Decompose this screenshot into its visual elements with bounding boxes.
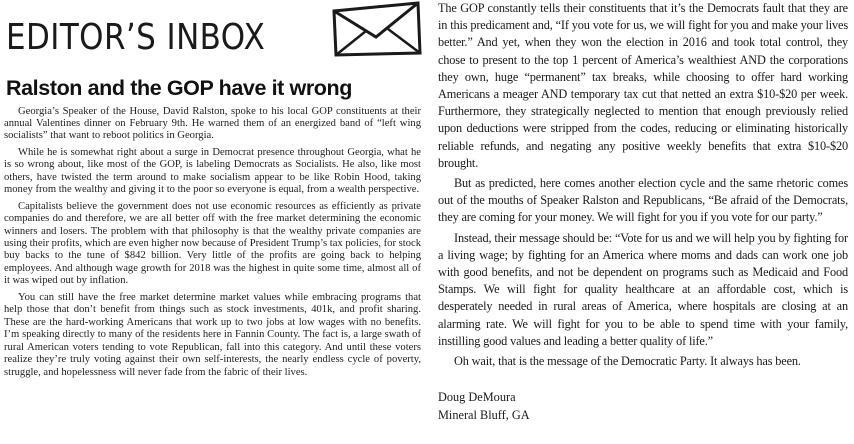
paragraph: Capitalists believe the government does not use economic resources as efficiently as private companies do and therefore, we are all better off with the free market determining the economic winners and losers. The problem with that philosophy is that the wealthy private companies are using their profits, which are even higher now because of President Trump’s tax policies, for stock buy backs to the tune of $842 billion. Very little of the profits are going back to helping employees. And although wage growth for 2018 was the highest in quite some time, almost all of it was wiped out by inflation. xyxy=(4,200,421,287)
article-headline: Ralston and the GOP have it wrong xyxy=(6,76,352,100)
author-location: Mineral Bluff, GA xyxy=(438,407,530,422)
article-body-left xyxy=(4,106,421,380)
article-body-right xyxy=(438,0,848,370)
author-signature xyxy=(438,389,848,424)
paragraph: While he is somewhat right about a surge in Democrat presence throughout Georgia, what he is so wrong about, like most of the GOP, is labeling Democrats as Socialists. He also, like most others, have twisted the term around to make socialism appear to be like Robin Hood, taking money from the wealthy and giving it to the poor so everyone is equal, from a wealth perspective. xyxy=(4,146,421,196)
author-name: Doug DeMoura xyxy=(438,390,516,405)
column-divider xyxy=(430,0,431,444)
section-header xyxy=(4,0,421,68)
left-column xyxy=(0,0,425,444)
paragraph: The GOP constantly tells their constituents that it’s the Democrats fault that they are in this predicament and, “If you vote for us, we will fight for you and make your lives better.” And yet, when they won the election in 2016 and took total control, they chose to present to the top 1 percent of America’s wealthiest AND the corporations they own, huge “permanent” tax breaks, while choosing to offer hard working Americans a meager AND temporary tax cut that netted an extra $10-$20 per week. Furthermore, they strategically neglected to mention that enough previously relied upon deductions were stripped from the codes, reducing or eliminating historically reliable refunds, and negating any positive weekly benefits that extra $10-$20 brought. xyxy=(438,1,848,170)
right-column xyxy=(438,0,850,444)
paragraph: You can still have the free market determine market values while embracing programs that help those that don’t benefit from things such as stock investments, 401k, and profit sharing. These are the hard-working Americans that work up to two jobs at low wages with no benefits. I’m speaking directly to many of the residents here in Fannin County. The fact is, a large swath of rural American voters tending to vote Republican, fall into this category. And until these voters realize they’re truly voting against their own self-interests, the nearly endless cycle of poverty, struggle, and hopelessness will never fade from the fabric of their lives. xyxy=(4,291,421,378)
paragraph: Georgia’s Speaker of the House, David Ralston, spoke to his local GOP constituents at their annual Valentines dinner on February 9th. He warned them of an energized band of “left wing socialists” that want to reboot politics in Georgia. xyxy=(4,105,421,142)
envelope-icon xyxy=(330,1,422,57)
section-title: EDITOR’S INBOX xyxy=(6,17,266,58)
paragraph: Oh wait, that is the message of the Democratic Party. It always has been. xyxy=(454,354,801,369)
paragraph: Instead, their message should be: “Vote for us and we will help you by fighting for a living wage; by fighting for an America where moms and dads can work one job with good benefits, and not be dependent on programs such as Medicaid and Food Stamps. We will fight for quality healthcare at an affordable cost, which is desperately needed in rural areas of America, where hospitals are closing at an alarming rate. We will fight for you to be able to spend time with your family, instilling good values and leading a better quality of life.” xyxy=(438,230,848,348)
paragraph: But as predicted, here comes another election cycle and the same rhetoric comes out of the mouths of Speaker Ralston and Republicans, “Be afraid of the Democrats, they are coming for your money. We will fight for you if you vote for our party.” xyxy=(438,176,848,225)
